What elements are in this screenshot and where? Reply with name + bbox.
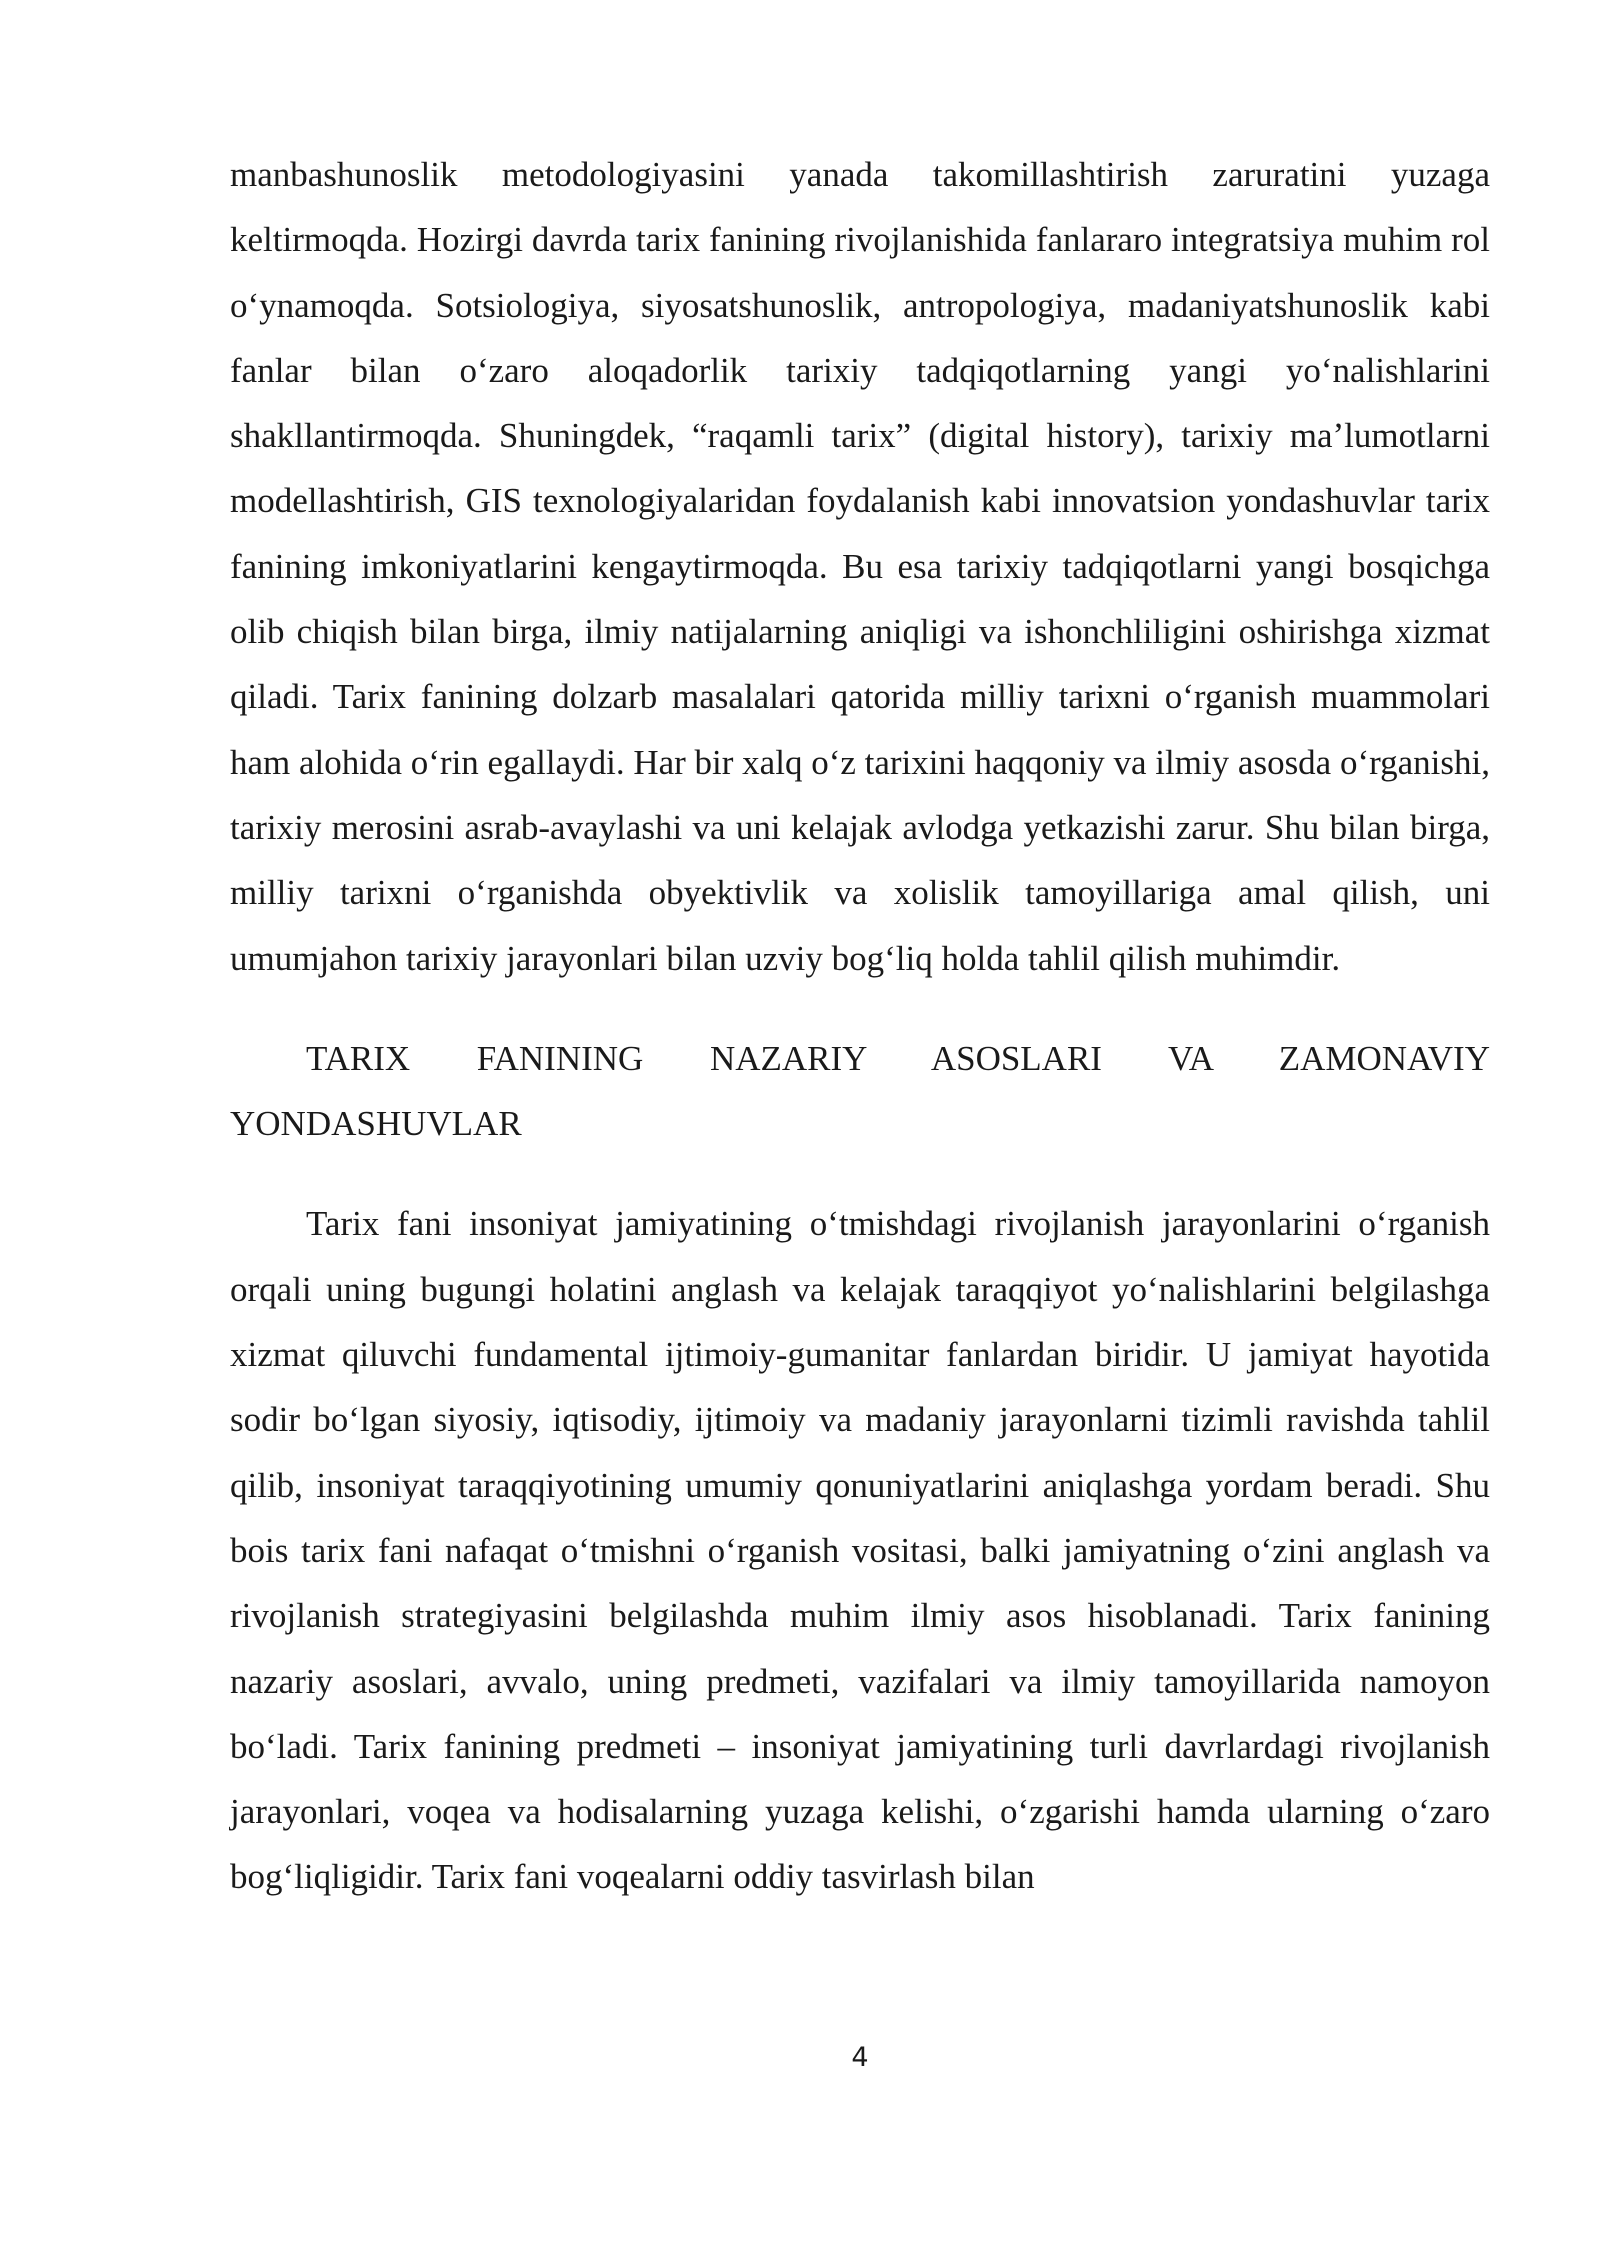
body-paragraph-continued: manbashunoslik metodologiyasini yanada takomillashtirish zaruratini yuzaga keltirmoqda. Hozirgi davrda tarix fanining rivojlanishida fanlararo integratsiya muhim rol oʻynamoqda. Sotsiologiya, siyosatshunoslik, antropologiya, madaniyatshunoslik kabi fanlar bilan oʻzaro aloqadorlik tarixiy tadqiqotlarning yangi yoʻnalishlarini shakllantirmoqda. Shuningdek, “raqamli tarix” (digital history), tarixiy maʼlumotlarni modellashtirish, GIS texnologiyalaridan foydalanish kabi innovatsion yondashuvlar tarix fanining imkoniyatlarini kengaytirmoqda. Bu esa tarixiy tadqiqotlarni yangi bosqichga olib chiqish bilan birga, ilmiy natijalarning aniqligi va ishonchliligini oshirishga xizmat qiladi. Tarix fanining dolzarb masalalari qatorida milliy tarixni oʻrganish muammolari ham alohida oʻrin egallaydi. Har bir xalq oʻz tarixini haqqoniy va ilmiy asosda oʻrganishi, tarixiy merosini asrab-avaylashi va uni kelajak avlodga yetkazishi zarur. Shu bilan birga, milliy tarixni oʻrganishda obyektivlik va xolislik tamoyillariga amal qilish, uni umumjahon tarixiy jarayonlari bilan uzviy bogʻliq holda tahlil qilish muhimdir. <box>230 155 1490 978</box>
section-heading: TARIX FANINING NAZARIY ASOSLARI VA ZAMONAVIY YONDASHUVLAR <box>230 1038 1490 1144</box>
body-paragraph: Tarix fani insoniyat jamiyatining oʻtmishdagi rivojlanish jarayonlarini oʻrganish orqali uning bugungi holatini anglash va kelajak taraqqiyot yoʻnalishlarini belgilashga xizmat qiluvchi fundamental ijtimoiy-gumanitar fanlardan biridir. U jamiyat hayotida sodir boʻlgan siyosiy, iqtisodiy, ijtimoiy va madaniy jarayonlarni tizimli ravishda tahlil qilib, insoniyat taraqqiyotining umumiy qonuniyatlarini aniqlashga yordam beradi. Shu bois tarix fani nafaqat oʻtmishni oʻrganish vositasi, balki jamiyatning oʻzini anglash va rivojlanish strategiyasini belgilashda muhim ilmiy asos hisoblanadi. Tarix fanining nazariy asoslari, avvalo, uning predmeti, vazifalari va ilmiy tamoyillarida namoyon boʻladi. Tarix fanining predmeti – insoniyat jamiyatining turli davrlardagi rivojlanish jarayonlari, voqea va hodisalarning yuzaga kelishi, oʻzgarishi hamda ularning oʻzaro bogʻliqligidir. Tarix fani voqealarni oddiy tasvirlash bilan <box>230 1204 1490 1897</box>
page-number: 4 <box>851 2042 869 2073</box>
page-body <box>230 142 1490 1910</box>
